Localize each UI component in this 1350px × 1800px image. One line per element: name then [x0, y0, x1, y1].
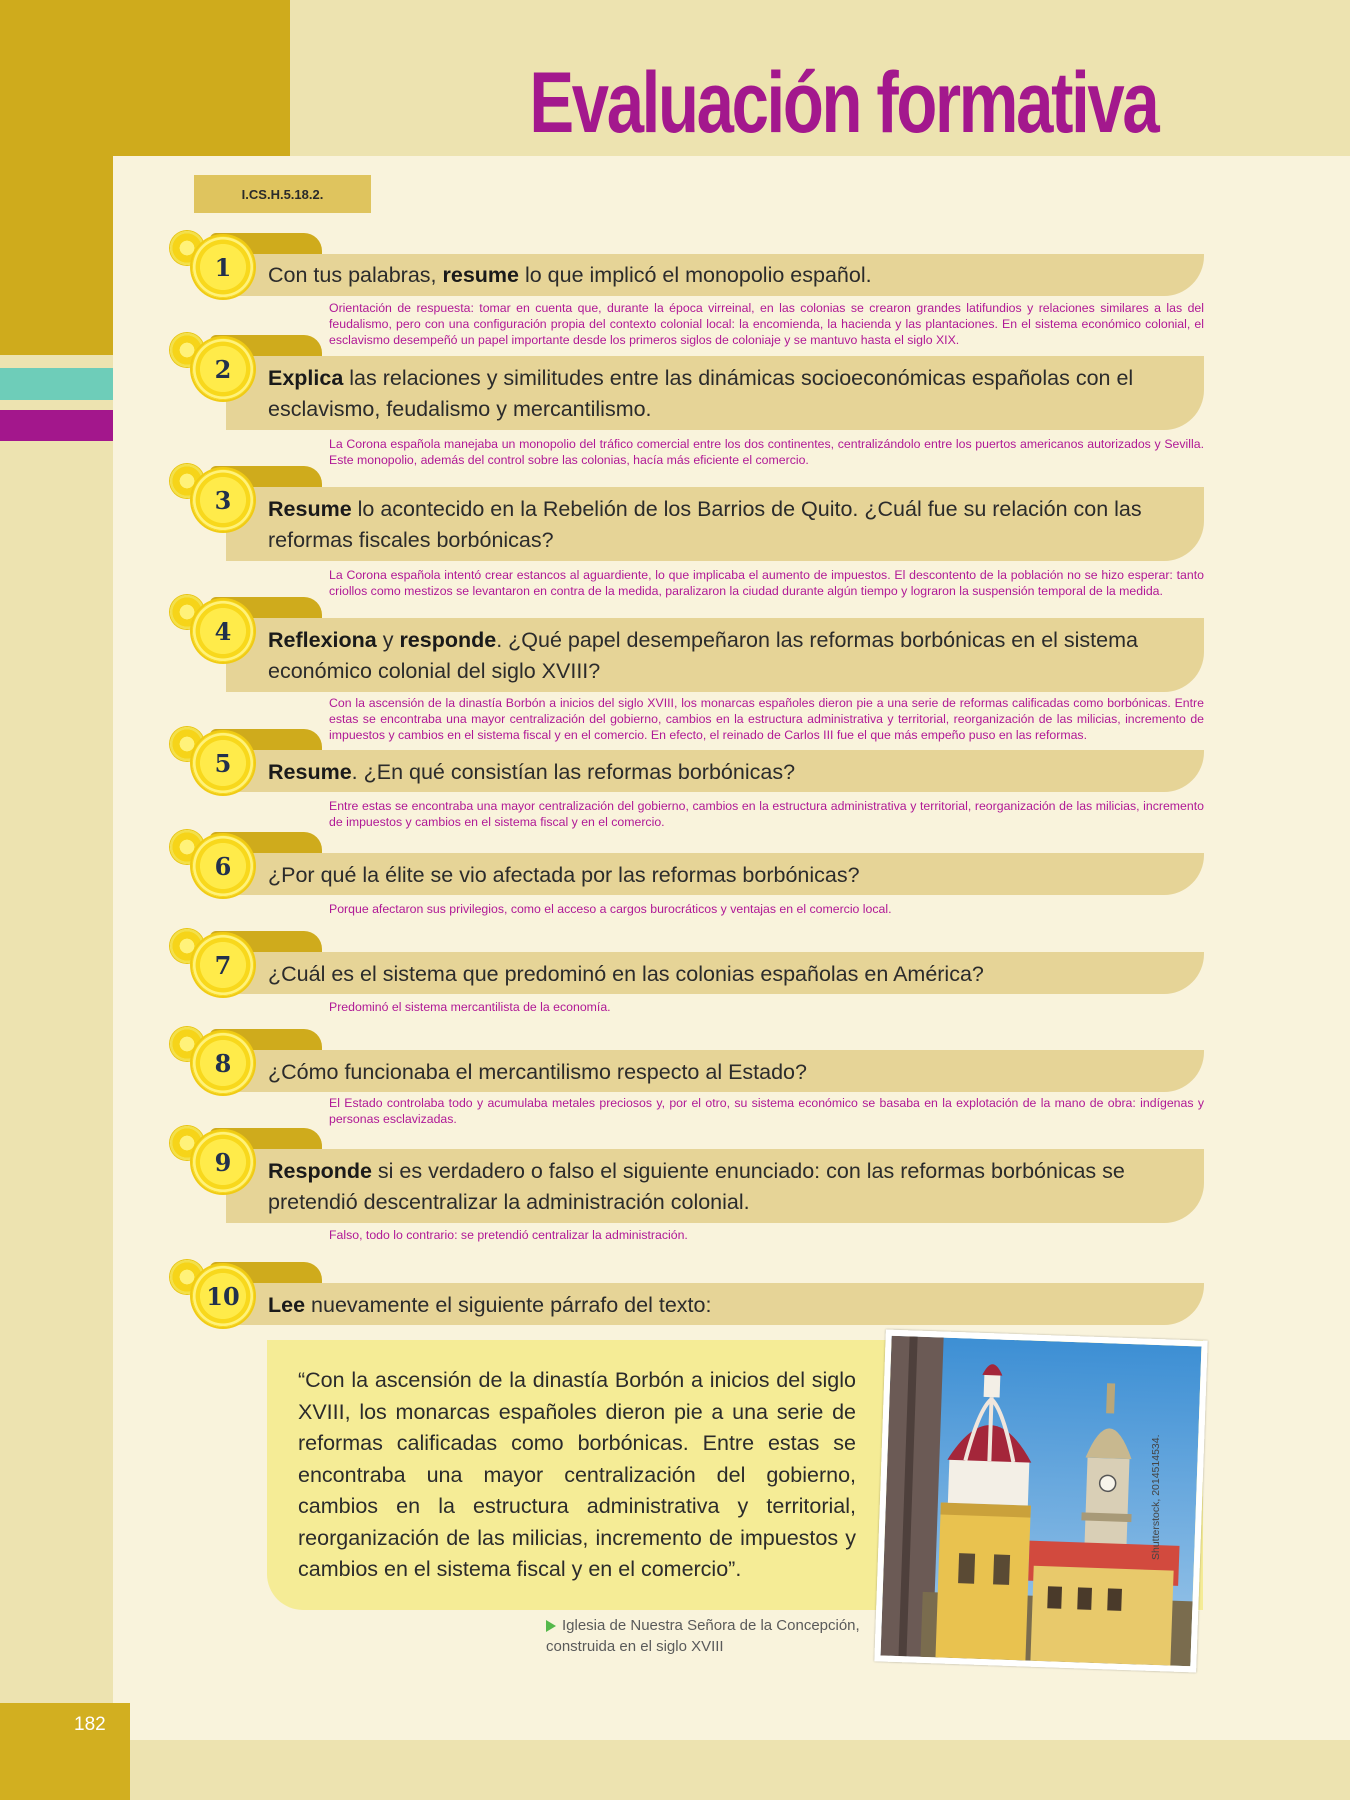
question-text: ¿Por qué la élite se vio afectada por las reformas borbónicas? — [268, 863, 860, 887]
question-number: 6 — [192, 835, 254, 897]
answer-text: Falso, todo lo contrario: se pretendió centralizar la administración. — [329, 1228, 688, 1242]
question-text: ¿Cómo funcionaba el mercantilismo respecto al Estado? — [268, 1060, 807, 1084]
answer-text: La Corona española manejaba un monopolio del tráfico comercial entre los dos continentes, centralizándolo entre los puertos americanos autorizados y Sevilla. Este monopolio, además del control sobre las colonias, hacía más eficiente el comercio. — [329, 437, 1204, 467]
question-number: 9 — [192, 1131, 254, 1193]
page-number: 182 — [74, 1714, 106, 1735]
question-number: 7 — [192, 934, 254, 996]
question-number: 8 — [192, 1032, 254, 1094]
question-number-badge — [170, 830, 258, 900]
question-number-badge — [170, 595, 258, 665]
question-text: Con tus palabras, resume lo que implicó el monopolio español. — [268, 263, 872, 287]
teal-stripe — [0, 368, 113, 400]
question-number: 10 — [192, 1265, 254, 1327]
page-number-box — [0, 1703, 130, 1800]
skill-code-badge: I.CS.H.5.18.2. — [194, 175, 371, 213]
question-number-badge — [170, 231, 258, 301]
question-number: 4 — [192, 600, 254, 662]
magenta-stripe — [0, 410, 113, 441]
photo-caption — [546, 1615, 876, 1657]
answer-text: Entre estas se encontraba una mayor centralización del gobierno, cambios en la estructura administrativa y territorial, reorganización de las milicias, incremento de impuestos y cambios en el sistema fiscal y en el comercio. — [329, 799, 1204, 829]
question-text: Responde si es verdadero o falso el siguiente enunciado: con las reformas borbónicas se pretendió descentralizar la administración colonial. — [268, 1159, 1125, 1214]
page-title: Evaluación formativa — [529, 55, 1158, 151]
question-number: 3 — [192, 469, 254, 531]
question-number-badge — [170, 1027, 258, 1097]
answer-text: El Estado controlaba todo y acumulaba metales preciosos y, por el otro, su sistema económico se basaba en la explotación de la mano de obra: indígenas y personas esclavizadas. — [329, 1096, 1204, 1126]
question-number: 1 — [192, 236, 254, 298]
quote-text: “Con la ascensión de la dinastía Borbón a inicios del siglo XVIII, los monarcas españoles dieron pie a una serie de reformas calificadas como borbónicas. Entre estas se encontraba una mayor centralización del gobierno, cambios en la estructura administrativa y territorial, reorganización de las milicias, incremento de impuestos y cambios en el sistema fiscal y en el comercio”. — [298, 1368, 856, 1581]
caption-triangle-icon — [546, 1620, 556, 1632]
question-text: Reflexiona y responde. ¿Qué papel desempeñaron las reformas borbónicas en el sistema económico colonial del siglo XVIII? — [268, 628, 1138, 683]
answer-text: La Corona española intentó crear estancos al aguardiente, lo que implicaba el aumento de impuestos. El descontento de la población no se hizo esperar: tanto criollos como mestizos se levantaron en contra de la medida, paralizaron la ciudad durante algún tiempo y lograron la suspensión temporal de la medida. — [329, 568, 1204, 598]
photo-credit: Shutterstock, 2014514534. — [1150, 1434, 1162, 1560]
question-text: Resume. ¿En qué consistían las reformas borbónicas? — [268, 760, 796, 784]
caption-text: Iglesia de Nuestra Señora de la Concepción, construida en el siglo XVIII — [546, 1617, 860, 1655]
question-text: Lee nuevamente el siguiente párrafo del texto: — [268, 1293, 712, 1317]
question-number-badge — [170, 464, 258, 534]
question-number: 5 — [192, 732, 254, 794]
question-number-badge — [170, 1260, 258, 1330]
question-number-badge — [170, 1126, 258, 1196]
answer-text: Orientación de respuesta: tomar en cuenta que, durante la época virreinal, en las colonias se crearon grandes latifundios y relaciones similares a las del feudalismo, pero con una configuración propia del contexto colonial local: la encomienda, la hacienda y las plantaciones. En el sistema económico colonial, el esclavismo desempeñó un papel importante desde los primeros siglos de coloniaje y se mantuvo hasta el siglo XIX. — [329, 301, 1204, 347]
question-number: 2 — [192, 338, 254, 400]
question-text: Explica las relaciones y similitudes entre las dinámicas socioeconómicas españolas con el esclavismo, feudalismo y mercantilismo. — [268, 366, 1134, 421]
question-text: Resume lo acontecido en la Rebelión de los Barrios de Quito. ¿Cuál fue su relación con las reformas fiscales borbónicas? — [268, 497, 1142, 552]
question-text: ¿Cuál es el sistema que predominó en las colonias españolas en América? — [268, 962, 984, 986]
question-number-badge — [170, 333, 258, 403]
answer-text: Con la ascensión de la dinastía Borbón a inicios del siglo XVIII, los monarcas españoles dieron pie a una serie de reformas calificadas como borbónicas. Entre estas se encontraba una mayor centralización del gobierno, cambios en la estructura administrativa y territorial, reorganización de las milicias, incremento de impuestos y cambios en el sistema fiscal y en el comercio. En efecto, el reinado de Carlos III fue el que más empeño puso en las reformas. — [329, 696, 1204, 742]
question-number-badge — [170, 727, 258, 797]
answer-text: Predominó el sistema mercantilista de la economía. — [329, 1000, 611, 1014]
answer-text: Porque afectaron sus privilegios, como el acceso a cargos burocráticos y ventajas en el comercio local. — [329, 902, 892, 916]
question-number-badge — [170, 929, 258, 999]
